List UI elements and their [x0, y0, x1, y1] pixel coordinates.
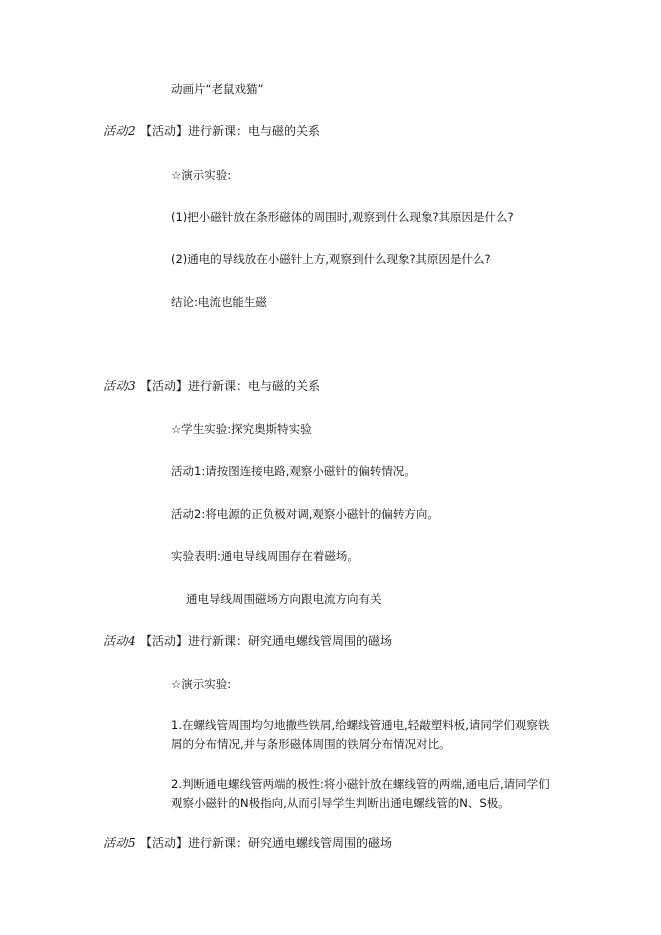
activity-4-title: 【活动】进行新课：研究通电螺线管周围的磁场 — [139, 634, 392, 648]
activity-5-title: 【活动】进行新课：研究通电螺线管周围的磁场 — [139, 836, 392, 850]
activity-5-heading — [103, 835, 392, 851]
activity-3-step-2: 活动2:将电源的正负极对调,观察小磁针的偏转方向。 — [171, 507, 439, 521]
activity-2-title: 【活动】进行新课：电与磁的关系 — [139, 124, 320, 138]
intro-line: 动画片“老鼠戏猫” — [171, 82, 264, 96]
activity-4-paragraph-2: 2.判断通电螺线管两端的极性:将小磁针放在螺线管的两端,通电后,请同学们观察小磁针的N极指向,从而引导学生判断出通电螺线管的N、S极。 — [171, 777, 550, 810]
activity-3-result: 实验表明:通电导线周围存在着磁场。 — [171, 549, 359, 563]
activity-2-heading — [103, 123, 320, 139]
activity-3-tag: 活动3 — [103, 379, 137, 393]
activity-2-question-2: (2)通电的导线放在小磁针上方,观察到什么现象?其原因是什么? — [171, 252, 491, 266]
activity-3-title: 【活动】进行新课：电与磁的关系 — [139, 379, 320, 393]
activity-3-heading — [103, 378, 320, 394]
activity-4-tag: 活动4 — [103, 634, 137, 648]
activity-2-question-1: (1)把小磁针放在条形磁体的周围时,观察到什么现象?其原因是什么? — [171, 210, 514, 224]
activity-4-paragraph-1: 1.在螺线管周围均匀地撒些铁屑,给螺线管通电,轻敲塑料板,请同学们观察铁屑的分布情况,并与条形磁体周围的铁屑分布情况对比。 — [171, 718, 550, 751]
activity-2-demo-label: ☆演示实验: — [171, 168, 232, 182]
activity-2-tag: 活动2 — [103, 124, 137, 138]
activity-3-step-1: 活动1:请按图连接电路,观察小磁针的偏转情况。 — [171, 464, 416, 478]
activity-3-experiment-label: ☆学生实验:探究奥斯特实验 — [171, 422, 312, 436]
activity-4-heading — [103, 633, 392, 649]
activity-3-relation: 通电导线周围磁场方向跟电流方向有关 — [186, 592, 382, 606]
activity-2-conclusion: 结论:电流也能生磁 — [171, 295, 267, 309]
activity-5-tag: 活动5 — [103, 836, 137, 850]
activity-4-demo-label: ☆演示实验: — [171, 677, 232, 691]
